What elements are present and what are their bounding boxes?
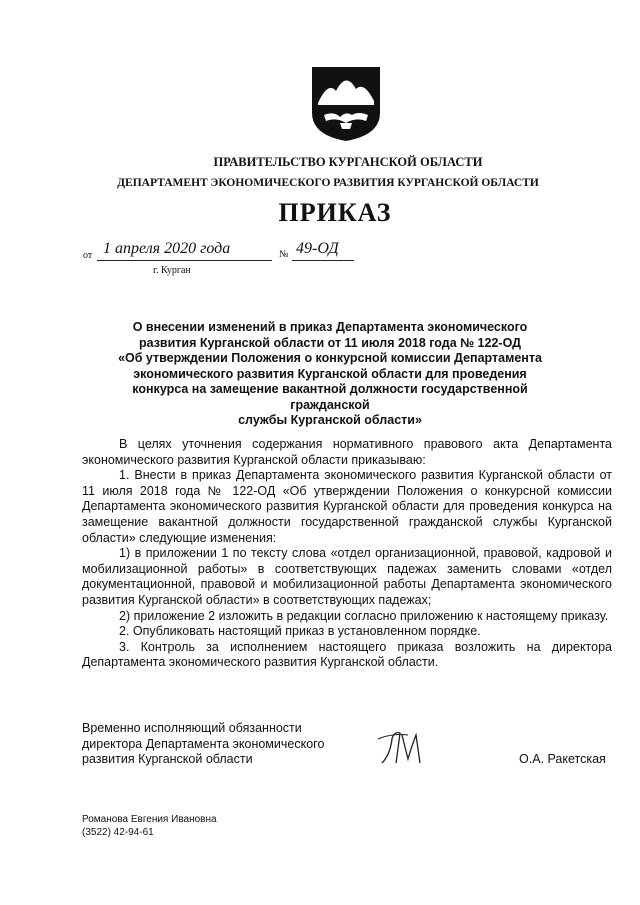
date-prefix: от bbox=[83, 250, 93, 261]
executor-contact bbox=[82, 813, 217, 839]
handwritten-number: 49-ОД bbox=[296, 240, 339, 257]
subject-line: О внесении изменений в приказ Департамента экономического bbox=[132, 320, 528, 334]
body-paragraph: 2) приложение 2 изложить в редакции согласно приложению к настоящему приказу. bbox=[119, 608, 609, 623]
subject-line: «Об утверждении Положения о конкурсной комиссии Департамента bbox=[118, 351, 542, 365]
position-line: развития Курганской области bbox=[82, 752, 253, 767]
position-line: Временно исполняющий обязанности bbox=[82, 721, 302, 735]
document-title: ПРИКАЗ bbox=[278, 198, 392, 227]
body-paragraph: 1. Внести в приказ Департамента экономического развития Курганской области от 11 июля 2018 года № 122-ОД «Об утверждении Положения о конкурсной комиссии Департамента экономического развития Курганской области для проведения конкурса на замещение вакантной должности государственной гражданской службы Курганской области» следующие изменения: bbox=[82, 468, 612, 545]
executor-name: Романова Евгения Ивановна bbox=[82, 814, 217, 825]
signatory-name: О.А. Ракетская bbox=[519, 752, 606, 766]
number-prefix: № bbox=[279, 249, 289, 260]
order-body bbox=[82, 437, 612, 671]
body-paragraph: 3. Контроль за исполнением настоящего приказа возложить на директора Департамента экономического развития Курганской области. bbox=[82, 639, 612, 670]
subject-line: развития Курганской области от 11 июля 2018 года № 122-ОД bbox=[138, 335, 522, 350]
subject-line: службы Курганской области» bbox=[238, 413, 422, 427]
body-paragraph: 2. Опубликовать настоящий приказ в установленном порядке. bbox=[119, 624, 481, 639]
body-paragraph: 1) в приложении 1 по тексту слова «отдел организационной, правовой, кадровой и мобилизационной работы» в соответствующих падежах заменить словами «отдел документационной, правовой и мобилизационной работы Департамента экономического развития Курганской области» в соответствующих падежах; bbox=[82, 546, 612, 607]
subject-line: конкурса на замещение вакантной должности государственной гражданской bbox=[132, 382, 528, 412]
coat-of-arms-emblem bbox=[306, 63, 386, 143]
city-label: г. Курган bbox=[153, 265, 191, 276]
executor-phone: (3522) 42-94-61 bbox=[82, 827, 154, 838]
signatory-position bbox=[82, 721, 324, 768]
government-name: ПРАВИТЕЛЬСТВО КУРГАНСКОЙ ОБЛАСТИ bbox=[213, 155, 483, 169]
order-subject bbox=[100, 320, 560, 429]
handwritten-date: 1 апреля 2020 года bbox=[103, 240, 231, 257]
department-name: ДЕПАРТАМЕНТ ЭКОНОМИЧЕСКОГО РАЗВИТИЯ КУРГАНСКОЙ ОБЛАСТИ bbox=[117, 177, 539, 189]
subject-line: экономического развития Курганской области для проведения bbox=[133, 366, 527, 381]
number-underline bbox=[292, 260, 354, 261]
date-underline bbox=[97, 260, 272, 261]
handwritten-signature bbox=[372, 725, 452, 770]
position-line: директора Департамента экономического bbox=[82, 736, 325, 751]
body-paragraph: В целях уточнения содержания нормативного правового акта Департамента экономического развития Курганской области приказываю: bbox=[82, 437, 612, 467]
